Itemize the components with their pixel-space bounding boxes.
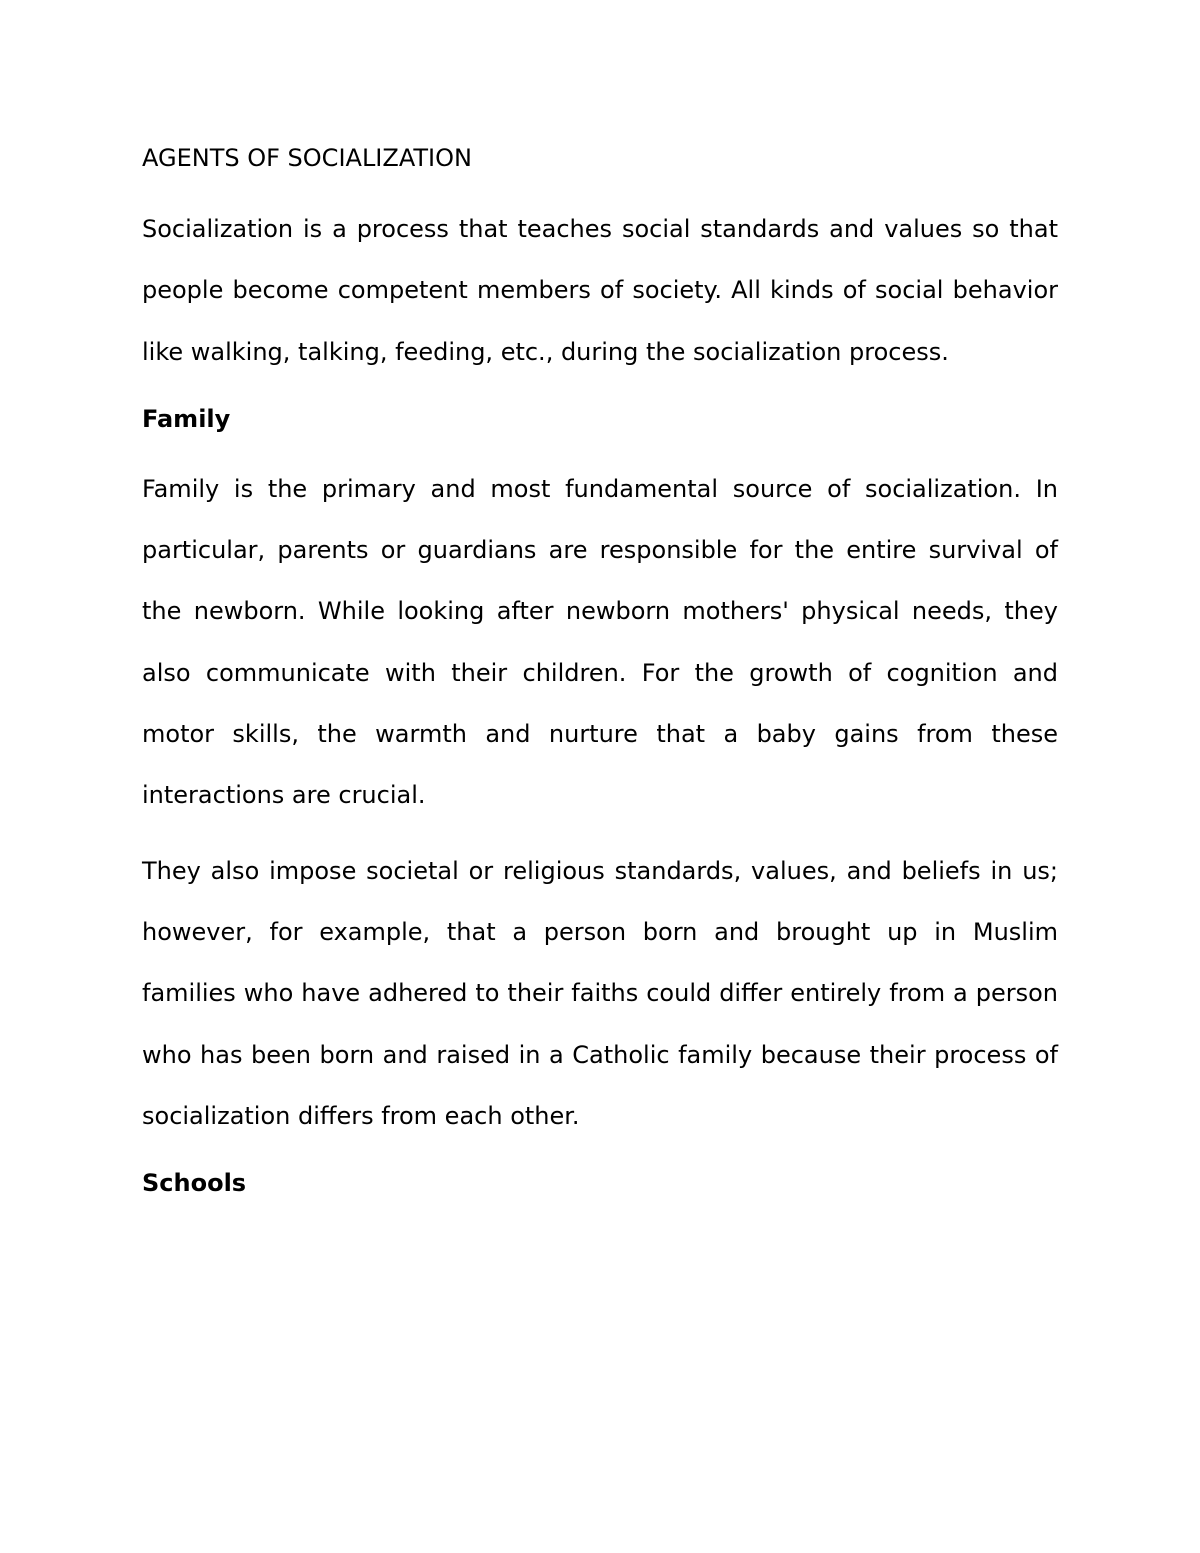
family-paragraph-2: They also impose societal or religious standards, values, and beliefs in us; however, for example, that a person born and brought up in Muslim families who have adhered to their faiths could differ entirely from a person who has been born and raised in a Catholic family because their process of socialization differs from each other. (142, 856, 1058, 1130)
section-heading-schools: Schools (142, 1169, 247, 1198)
intro-paragraph: Socialization is a process that teaches social standards and values so that people become competent members of society. All kinds of social behavior like walking, talking, feeding, etc., during the socialization process. (142, 215, 1058, 366)
document-body (142, 136, 1058, 1223)
section-heading-family: Family (142, 404, 231, 433)
family-paragraph-1: Family is the primary and most fundamental source of socialization. In particular, parents or guardians are responsible for the entire survival of the newborn. While looking after newborn mothers' physical needs, they also communicate with their children. For the growth of cognition and motor skills, the warmth and nurture that a baby gains from these interactions are crucial. (142, 474, 1058, 810)
document-title: AGENTS OF SOCIALIZATION (142, 144, 472, 172)
